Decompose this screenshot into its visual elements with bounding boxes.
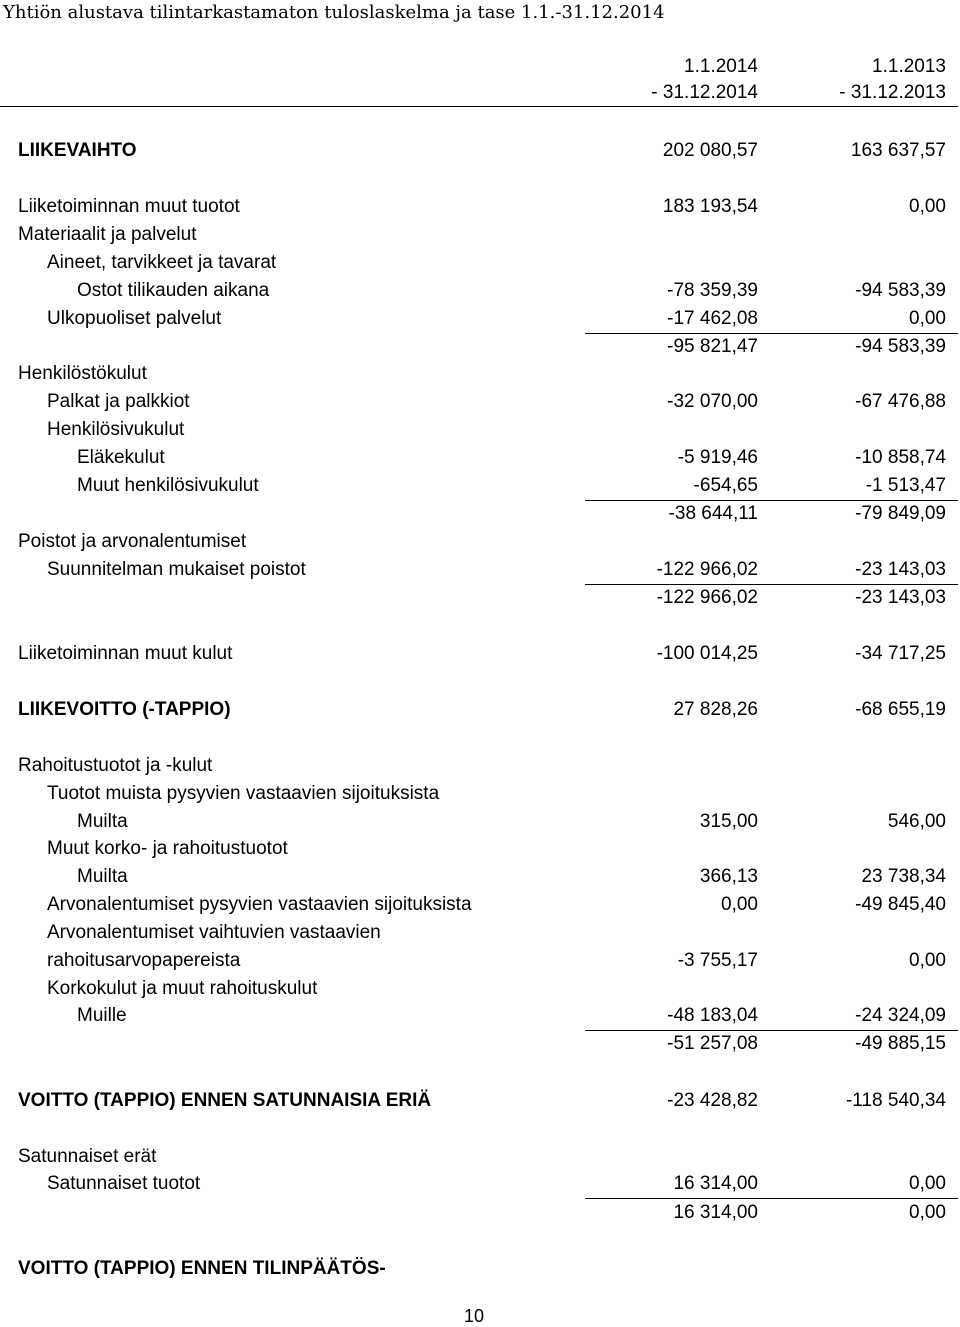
row-label: Ostot tilikauden aikana bbox=[77, 280, 270, 301]
subtotal-rule bbox=[585, 1198, 958, 1199]
value-2013: -67 476,88 bbox=[855, 391, 946, 412]
row-label: LIIKEVOITTO (-TAPPIO) bbox=[18, 699, 231, 720]
header-rule bbox=[0, 106, 958, 107]
value-2013: -49 845,40 bbox=[855, 894, 946, 915]
table-row bbox=[0, 1089, 960, 1113]
row-label: Korkokulut ja muut rahoituskulut bbox=[47, 978, 318, 999]
row-label: Liiketoiminnan muut tuotot bbox=[18, 196, 240, 217]
row-label: Muut korko- ja rahoitustuotot bbox=[47, 838, 288, 859]
table-row bbox=[0, 921, 960, 945]
table-row bbox=[0, 307, 960, 331]
table-row bbox=[0, 390, 960, 414]
value-2013: -24 324,09 bbox=[855, 1005, 946, 1026]
row-label: Ulkopuoliset palvelut bbox=[47, 308, 222, 329]
table-row bbox=[0, 418, 960, 442]
value-2014: -122 966,02 bbox=[656, 559, 758, 580]
row-label: Liiketoiminnan muut kulut bbox=[18, 643, 233, 664]
value-2013: 163 637,57 bbox=[850, 140, 946, 161]
table-row bbox=[0, 446, 960, 470]
table-row bbox=[0, 810, 960, 834]
table-row bbox=[0, 1257, 960, 1281]
row-label: Arvonalentumiset vaihtuvien vastaavien bbox=[47, 922, 381, 943]
table-row bbox=[0, 195, 960, 219]
row-label: Henkilöstökulut bbox=[18, 363, 147, 384]
table-row bbox=[0, 977, 960, 1001]
value-2014: -23 428,82 bbox=[667, 1090, 758, 1111]
value-2013: -23 143,03 bbox=[855, 559, 946, 580]
table-row bbox=[0, 139, 960, 163]
value-2014: -51 257,08 bbox=[667, 1033, 758, 1054]
col2-header-line2: - 31.12.2013 bbox=[839, 82, 946, 103]
value-2013: 0,00 bbox=[909, 308, 946, 329]
value-2014: -95 821,47 bbox=[667, 336, 758, 357]
value-2013: -68 655,19 bbox=[855, 699, 946, 720]
value-2014: -32 070,00 bbox=[667, 391, 758, 412]
row-label: Materiaalit ja palvelut bbox=[18, 224, 197, 245]
value-2014: 315,00 bbox=[699, 811, 758, 832]
value-2014: 183 193,54 bbox=[662, 196, 758, 217]
table-row bbox=[0, 223, 960, 247]
value-2014: 0,00 bbox=[721, 894, 758, 915]
table-row bbox=[0, 362, 960, 386]
table-row bbox=[0, 698, 960, 722]
row-label: Satunnaiset tuotot bbox=[47, 1173, 201, 1194]
row-label: VOITTO (TAPPIO) ENNEN TILINPÄÄTÖS- bbox=[18, 1258, 386, 1279]
value-2013: -1 513,47 bbox=[865, 475, 946, 496]
table-row bbox=[0, 893, 960, 917]
value-2014: 202 080,57 bbox=[662, 140, 758, 161]
table-row bbox=[0, 279, 960, 303]
value-2013: -10 858,74 bbox=[855, 447, 946, 468]
table-row bbox=[0, 1032, 960, 1056]
value-2014: -17 462,08 bbox=[667, 308, 758, 329]
row-label: Satunnaiset erät bbox=[18, 1146, 157, 1167]
table-row bbox=[0, 1172, 960, 1196]
value-2013: -118 540,34 bbox=[845, 1090, 946, 1111]
row-label: Henkilösivukulut bbox=[47, 419, 185, 440]
value-2013: 546,00 bbox=[887, 811, 946, 832]
row-label: Rahoitustuotot ja -kulut bbox=[18, 755, 213, 776]
table-row bbox=[0, 530, 960, 554]
row-label: Palkat ja palkkiot bbox=[47, 391, 190, 412]
value-2014: 16 314,00 bbox=[673, 1202, 758, 1223]
table-row bbox=[0, 1004, 960, 1028]
subtotal-rule bbox=[585, 584, 958, 585]
value-2013: 0,00 bbox=[909, 196, 946, 217]
col2-header-line1: 1.1.2013 bbox=[872, 56, 946, 77]
row-label: Suunnitelman mukaiset poistot bbox=[47, 559, 306, 580]
value-2014: -5 919,46 bbox=[677, 447, 758, 468]
table-row bbox=[0, 642, 960, 666]
table-row bbox=[0, 474, 960, 498]
value-2014: -3 755,17 bbox=[677, 950, 758, 971]
table-row bbox=[0, 949, 960, 973]
value-2014: -654,65 bbox=[693, 475, 758, 496]
row-label: Muilta bbox=[77, 866, 128, 887]
col1-header-line2: - 31.12.2014 bbox=[651, 82, 758, 103]
value-2014: -122 966,02 bbox=[656, 587, 758, 608]
value-2013: 0,00 bbox=[909, 950, 946, 971]
row-label: Aineet, tarvikkeet ja tavarat bbox=[47, 252, 277, 273]
row-label: Tuotot muista pysyvien vastaavien sijoituksista bbox=[47, 783, 440, 804]
row-label: Muille bbox=[77, 1005, 127, 1026]
table-row bbox=[0, 251, 960, 275]
value-2013: -23 143,03 bbox=[855, 587, 946, 608]
col1-header-line1: 1.1.2014 bbox=[684, 56, 758, 77]
subtotal-rule bbox=[585, 1030, 958, 1031]
value-2014: 27 828,26 bbox=[673, 699, 758, 720]
value-2013: -79 849,09 bbox=[855, 503, 946, 524]
document-title: Yhtiön alustava tilintarkastamaton tuloslaskelma ja tase 1.1.-31.12.2014 bbox=[3, 2, 665, 23]
value-2013: -94 583,39 bbox=[855, 336, 946, 357]
table-row bbox=[0, 782, 960, 806]
value-2014: -100 014,25 bbox=[656, 643, 758, 664]
row-label: Eläkekulut bbox=[77, 447, 165, 468]
value-2014: -78 359,39 bbox=[667, 280, 758, 301]
table-row bbox=[0, 586, 960, 610]
table-row bbox=[0, 837, 960, 861]
value-2013: -34 717,25 bbox=[855, 643, 946, 664]
value-2013: 0,00 bbox=[909, 1173, 946, 1194]
row-label: LIIKEVAIHTO bbox=[18, 140, 137, 161]
row-label: Muut henkilösivukulut bbox=[77, 475, 259, 496]
subtotal-rule bbox=[585, 333, 958, 334]
row-label: Arvonalentumiset pysyvien vastaavien sijoituksista bbox=[47, 894, 472, 915]
row-label: rahoitusarvopapereista bbox=[47, 950, 241, 971]
table-row bbox=[0, 335, 960, 359]
row-label: VOITTO (TAPPIO) ENNEN SATUNNAISIA ERIÄ bbox=[18, 1090, 432, 1111]
value-2014: 16 314,00 bbox=[673, 1173, 758, 1194]
value-2014: -48 183,04 bbox=[667, 1005, 758, 1026]
row-label: Muilta bbox=[77, 811, 128, 832]
row-label: Poistot ja arvonalentumiset bbox=[18, 531, 247, 552]
table-row bbox=[0, 1145, 960, 1169]
table-row bbox=[0, 865, 960, 889]
table-row bbox=[0, 754, 960, 778]
table-row bbox=[0, 558, 960, 582]
value-2014: -38 644,11 bbox=[668, 503, 758, 524]
subtotal-rule bbox=[585, 500, 958, 501]
value-2013: 23 738,34 bbox=[861, 866, 946, 887]
table-row bbox=[0, 502, 960, 526]
value-2013: -94 583,39 bbox=[855, 280, 946, 301]
table-row bbox=[0, 1201, 960, 1225]
value-2014: 366,13 bbox=[699, 866, 758, 887]
value-2013: 0,00 bbox=[909, 1202, 946, 1223]
page-number: 10 bbox=[464, 1306, 485, 1326]
value-2013: -49 885,15 bbox=[855, 1033, 946, 1054]
